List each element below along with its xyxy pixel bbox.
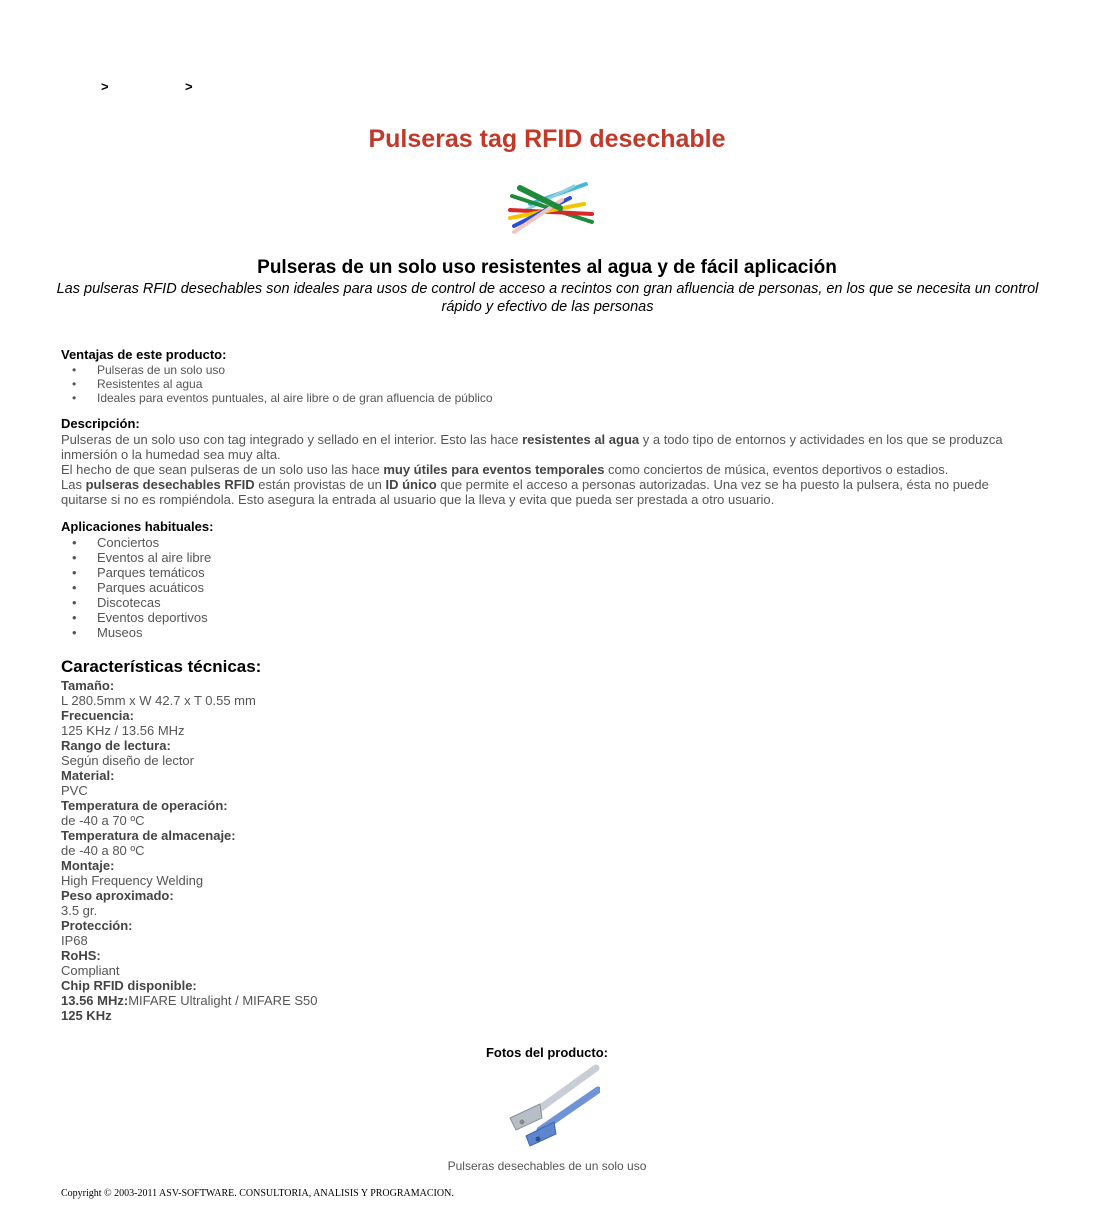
spec-label: Temperatura de almacenaje: bbox=[61, 828, 236, 843]
list-item: • Parques acuáticos bbox=[61, 580, 1021, 595]
subtitle: Pulseras de un solo uso resistentes al agua y de fácil aplicación bbox=[257, 257, 837, 278]
list-item: • Resistentes al agua bbox=[61, 377, 1021, 391]
breadcrumb bbox=[0, 79, 1094, 95]
intro-text: Las pulseras RFID desechables son ideales para usos de control de acceso a recintos con gran afluencia de personas, en los que se necesita un control rápido y efectivo de las personas bbox=[56, 281, 1039, 315]
spec-label: Montaje: bbox=[61, 858, 115, 873]
breadcrumb-separator: > bbox=[101, 79, 109, 94]
spec-label: Tamaño: bbox=[61, 678, 115, 693]
spec-label: Rango de lectura: bbox=[61, 738, 171, 753]
list-item: • Pulseras de un solo uso bbox=[61, 363, 1021, 377]
descripcion-text: Pulseras de un solo uso con tag integrado y sellado en el interior. Esto las hace resistentes al agua y a todo tipo de entornos y actividades en los que se produzca inmersión o la humedad sea muy alta. El hecho de que sean pulseras de un solo uso las hace muy útiles para eventos temporales como conciertos de música, eventos deportivos o estadios. Las pulseras desechables RFID están provistas de un ID único que permite el acceso a personas autorizadas. Una vez se ha puesto la pulsera, ésta no puede quitarse si no es rompiéndola. Esto asegura la entrada al usuario que la lleva y evita que pueda ser prestada a otro usuario. bbox=[61, 432, 1003, 507]
descripcion-heading: Descripción: bbox=[61, 416, 140, 431]
list-item: • Eventos deportivos bbox=[61, 610, 1021, 625]
spec-value: IP68 bbox=[61, 933, 88, 948]
caracteristicas-heading: Características técnicas: bbox=[61, 657, 262, 676]
spec-value: 3.5 gr. bbox=[61, 903, 98, 918]
aplicaciones-heading: Aplicaciones habituales: bbox=[61, 519, 214, 534]
spec-value: de -40 a 70 ºC bbox=[61, 813, 145, 828]
spec-value: Compliant bbox=[61, 963, 120, 978]
spec-label: Material: bbox=[61, 768, 115, 783]
list-item: • Eventos al aire libre bbox=[61, 550, 1021, 565]
list-item: • Museos bbox=[61, 625, 1021, 640]
ventajas-heading: Ventajas de este producto: bbox=[61, 347, 227, 362]
page-title: Pulseras tag RFID desechable bbox=[368, 125, 726, 153]
photos-heading: Fotos del producto: bbox=[485, 1045, 609, 1060]
chip-heading: Chip RFID disponible: bbox=[61, 978, 197, 993]
spec-value: L 280.5mm x W 42.7 x T 0.55 mm bbox=[61, 693, 256, 708]
chip-1356: 13.56 MHz:MIFARE Ultralight / MIFARE S50 bbox=[61, 993, 318, 1008]
specs-list bbox=[61, 678, 1021, 1023]
spec-value: PVC bbox=[61, 783, 88, 798]
spec-label: Peso aproximado: bbox=[61, 888, 174, 903]
spec-value: Según diseño de lector bbox=[61, 753, 194, 768]
list-item: • Conciertos bbox=[61, 535, 1021, 550]
breadcrumb-separator: > bbox=[185, 79, 193, 94]
list-item: • Ideales para eventos puntuales, al aire libre o de gran afluencia de público bbox=[61, 391, 1021, 405]
copyright: Copyright © 2003-2011 ASV-SOFTWARE. CONSULTORIA, ANALISIS Y PROGRAMACION. bbox=[61, 1188, 454, 1199]
photo-caption: Pulseras desechables de un solo uso bbox=[447, 1159, 647, 1173]
spec-value: High Frequency Welding bbox=[61, 873, 204, 888]
ventajas-list bbox=[61, 363, 1021, 405]
list-item: • Parques temáticos bbox=[61, 565, 1021, 580]
spec-label: Temperatura de operación: bbox=[61, 798, 228, 813]
spec-value: 125 KHz / 13.56 MHz bbox=[61, 723, 185, 738]
spec-value: de -40 a 80 ºC bbox=[61, 843, 145, 858]
main-content bbox=[61, 347, 1021, 1023]
aplicaciones-list bbox=[61, 535, 1021, 640]
spec-label: Protección: bbox=[61, 918, 133, 933]
wristbands-product-image bbox=[500, 174, 600, 236]
list-item: • Discotecas bbox=[61, 595, 1021, 610]
spec-label: Frecuencia: bbox=[61, 708, 134, 723]
product-photo[interactable] bbox=[500, 1060, 600, 1148]
chip-125: 125 KHz bbox=[61, 1008, 112, 1023]
spec-label: RoHS: bbox=[61, 948, 101, 963]
